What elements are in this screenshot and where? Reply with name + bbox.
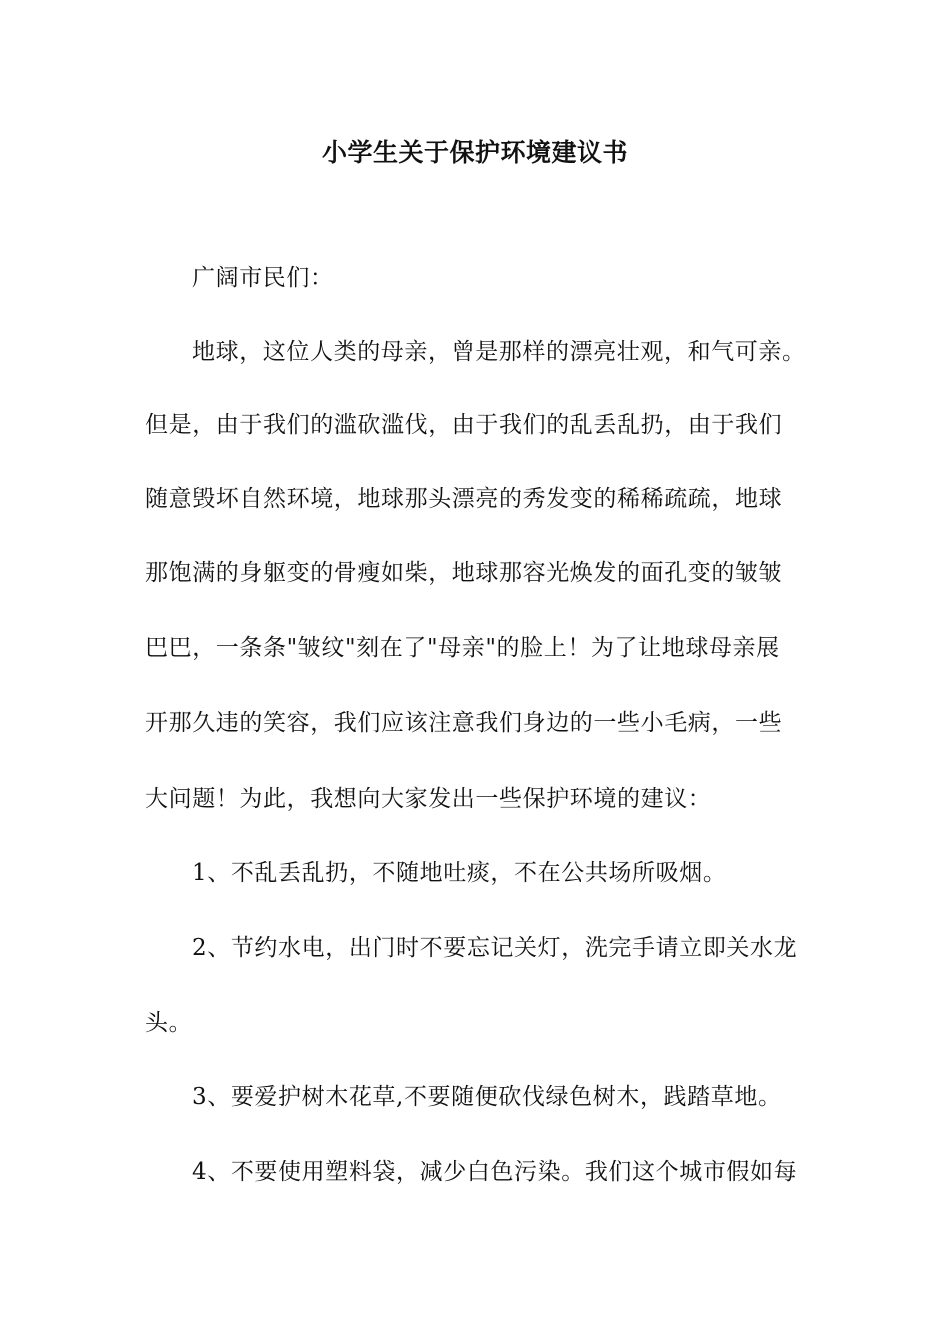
suggestion-4: 4、不要使用塑料袋，减少白色污染。我们这个城市假如每 [192, 1159, 798, 1185]
body-line-2: 但是，由于我们的滥砍滥伐，由于我们的乱丢乱扔，由于我们 [145, 412, 783, 438]
body-line-7: 大问题！为此，我想向大家发出一些保护环境的建议： [145, 786, 712, 812]
body-line-6: 开那久违的笑容，我们应该注意我们身边的一些小毛病，一些 [145, 710, 783, 736]
body-line-1: 地球，这位人类的母亲，曾是那样的漂亮壮观，和气可亲。 [192, 339, 806, 365]
suggestion-1: 1、不乱丢乱扔，不随地吐痰，不在公共场所吸烟。 [192, 860, 727, 886]
body-line-5: 巴巴，一条条"皱纹"刻在了"母亲"的脸上！为了让地球母亲展 [145, 635, 780, 661]
document-title: 小学生关于保护环境建议书 [321, 138, 628, 167]
body-line-4: 那饱满的身躯变的骨瘦如柴，地球那容光焕发的面孔变的皱皱 [145, 560, 783, 586]
suggestion-2: 2、节约水电，出门时不要忘记关灯，洗完手请立即关水龙 [192, 935, 798, 961]
salutation: 广阔市民们： [192, 265, 334, 291]
body-line-3: 随意毁坏自然环境，地球那头漂亮的秀发变的稀稀疏疏，地球 [145, 486, 783, 512]
suggestion-2-continued: 头。 [145, 1010, 193, 1036]
suggestion-3: 3、要爱护树木花草,不要随便砍伐绿色树木，践踏草地。 [192, 1084, 782, 1110]
